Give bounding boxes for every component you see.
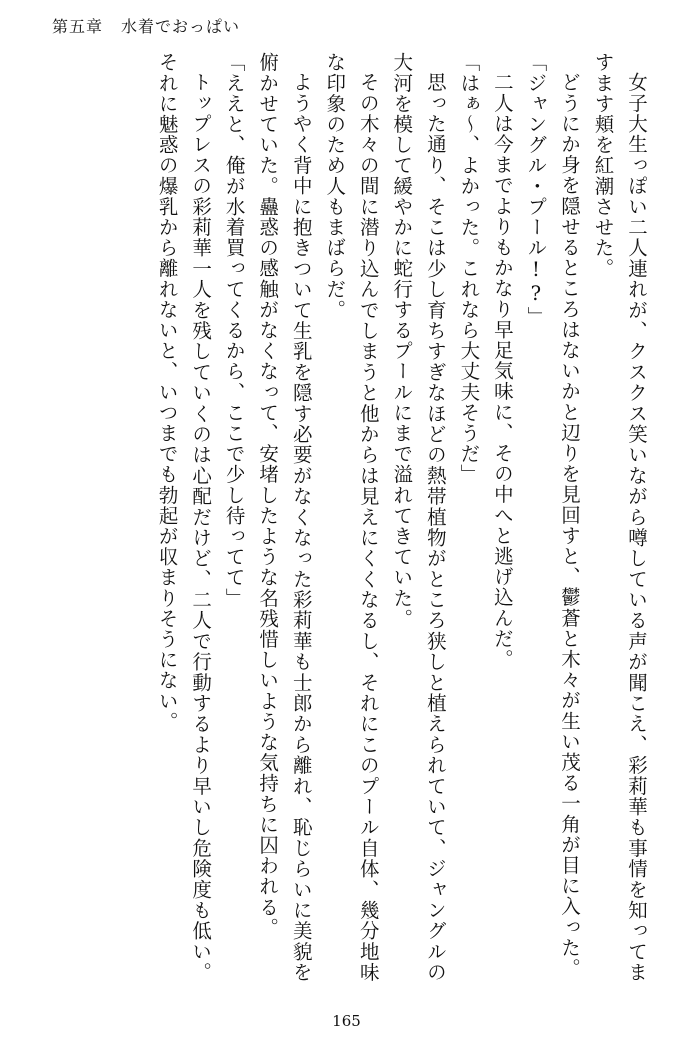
paragraph: ようやく背中に抱きついて生乳を隠す必要がなくなった彩莉華も士郎から離れ、恥じらいに美貌を俯かせていた。蠱惑の感触がなくなって、安堵したような名残惜しいような気持ちに囚われる。 bbox=[256, 52, 313, 982]
paragraph: 女子大生っぽい二人連れが、クスクス笑いながら噂している声が聞こえ、彩莉華も事情を知ってますます頬を紅潮させた。 bbox=[591, 52, 648, 982]
paragraph: 二人は今までよりもかなり早足気味に、その中へと逃げ込んだ。 bbox=[490, 71, 514, 669]
paragraph: 「ジャングル・プール!?」 bbox=[524, 52, 548, 327]
running-head bbox=[52, 14, 240, 37]
page-number: 165 bbox=[332, 1012, 361, 1030]
paragraph: トップレスの彩莉華一人を残していくのは心配だけど、二人で行動するより早いし危険度も低い。それに魅惑の爆乳から離れないと、いつまでも勃起が収まりそうにない。 bbox=[155, 52, 213, 982]
paragraph: その木々の間に潜り込んでしまうと他からは見えにくくなるし、それにこのプール自体、幾分地味な印象のため人もまばらだ。 bbox=[323, 52, 380, 982]
chapter-number: 第五章 bbox=[52, 17, 104, 36]
chapter-title: 水着でおっぱい bbox=[121, 17, 241, 36]
paragraph: 「はぁ～、よかった。これなら大丈夫そうだ」 bbox=[457, 52, 481, 485]
body-text bbox=[40, 52, 653, 982]
paragraph: どうにか身を隠せるところはないかと辺りを見回すと、鬱蒼と木々が生い茂る一角が目に入った。 bbox=[557, 71, 581, 978]
paragraph: 「ええと、俺が水着買ってくるから、ここで少し待ってて」 bbox=[222, 52, 246, 609]
paragraph: 思った通り、そこは少し育ちすぎなほどの熱帯植物がところ狭しと植えられていて、ジャングルの大河を模して緩やかに蛇行するプールにまで溢れてきていた。 bbox=[390, 52, 447, 982]
